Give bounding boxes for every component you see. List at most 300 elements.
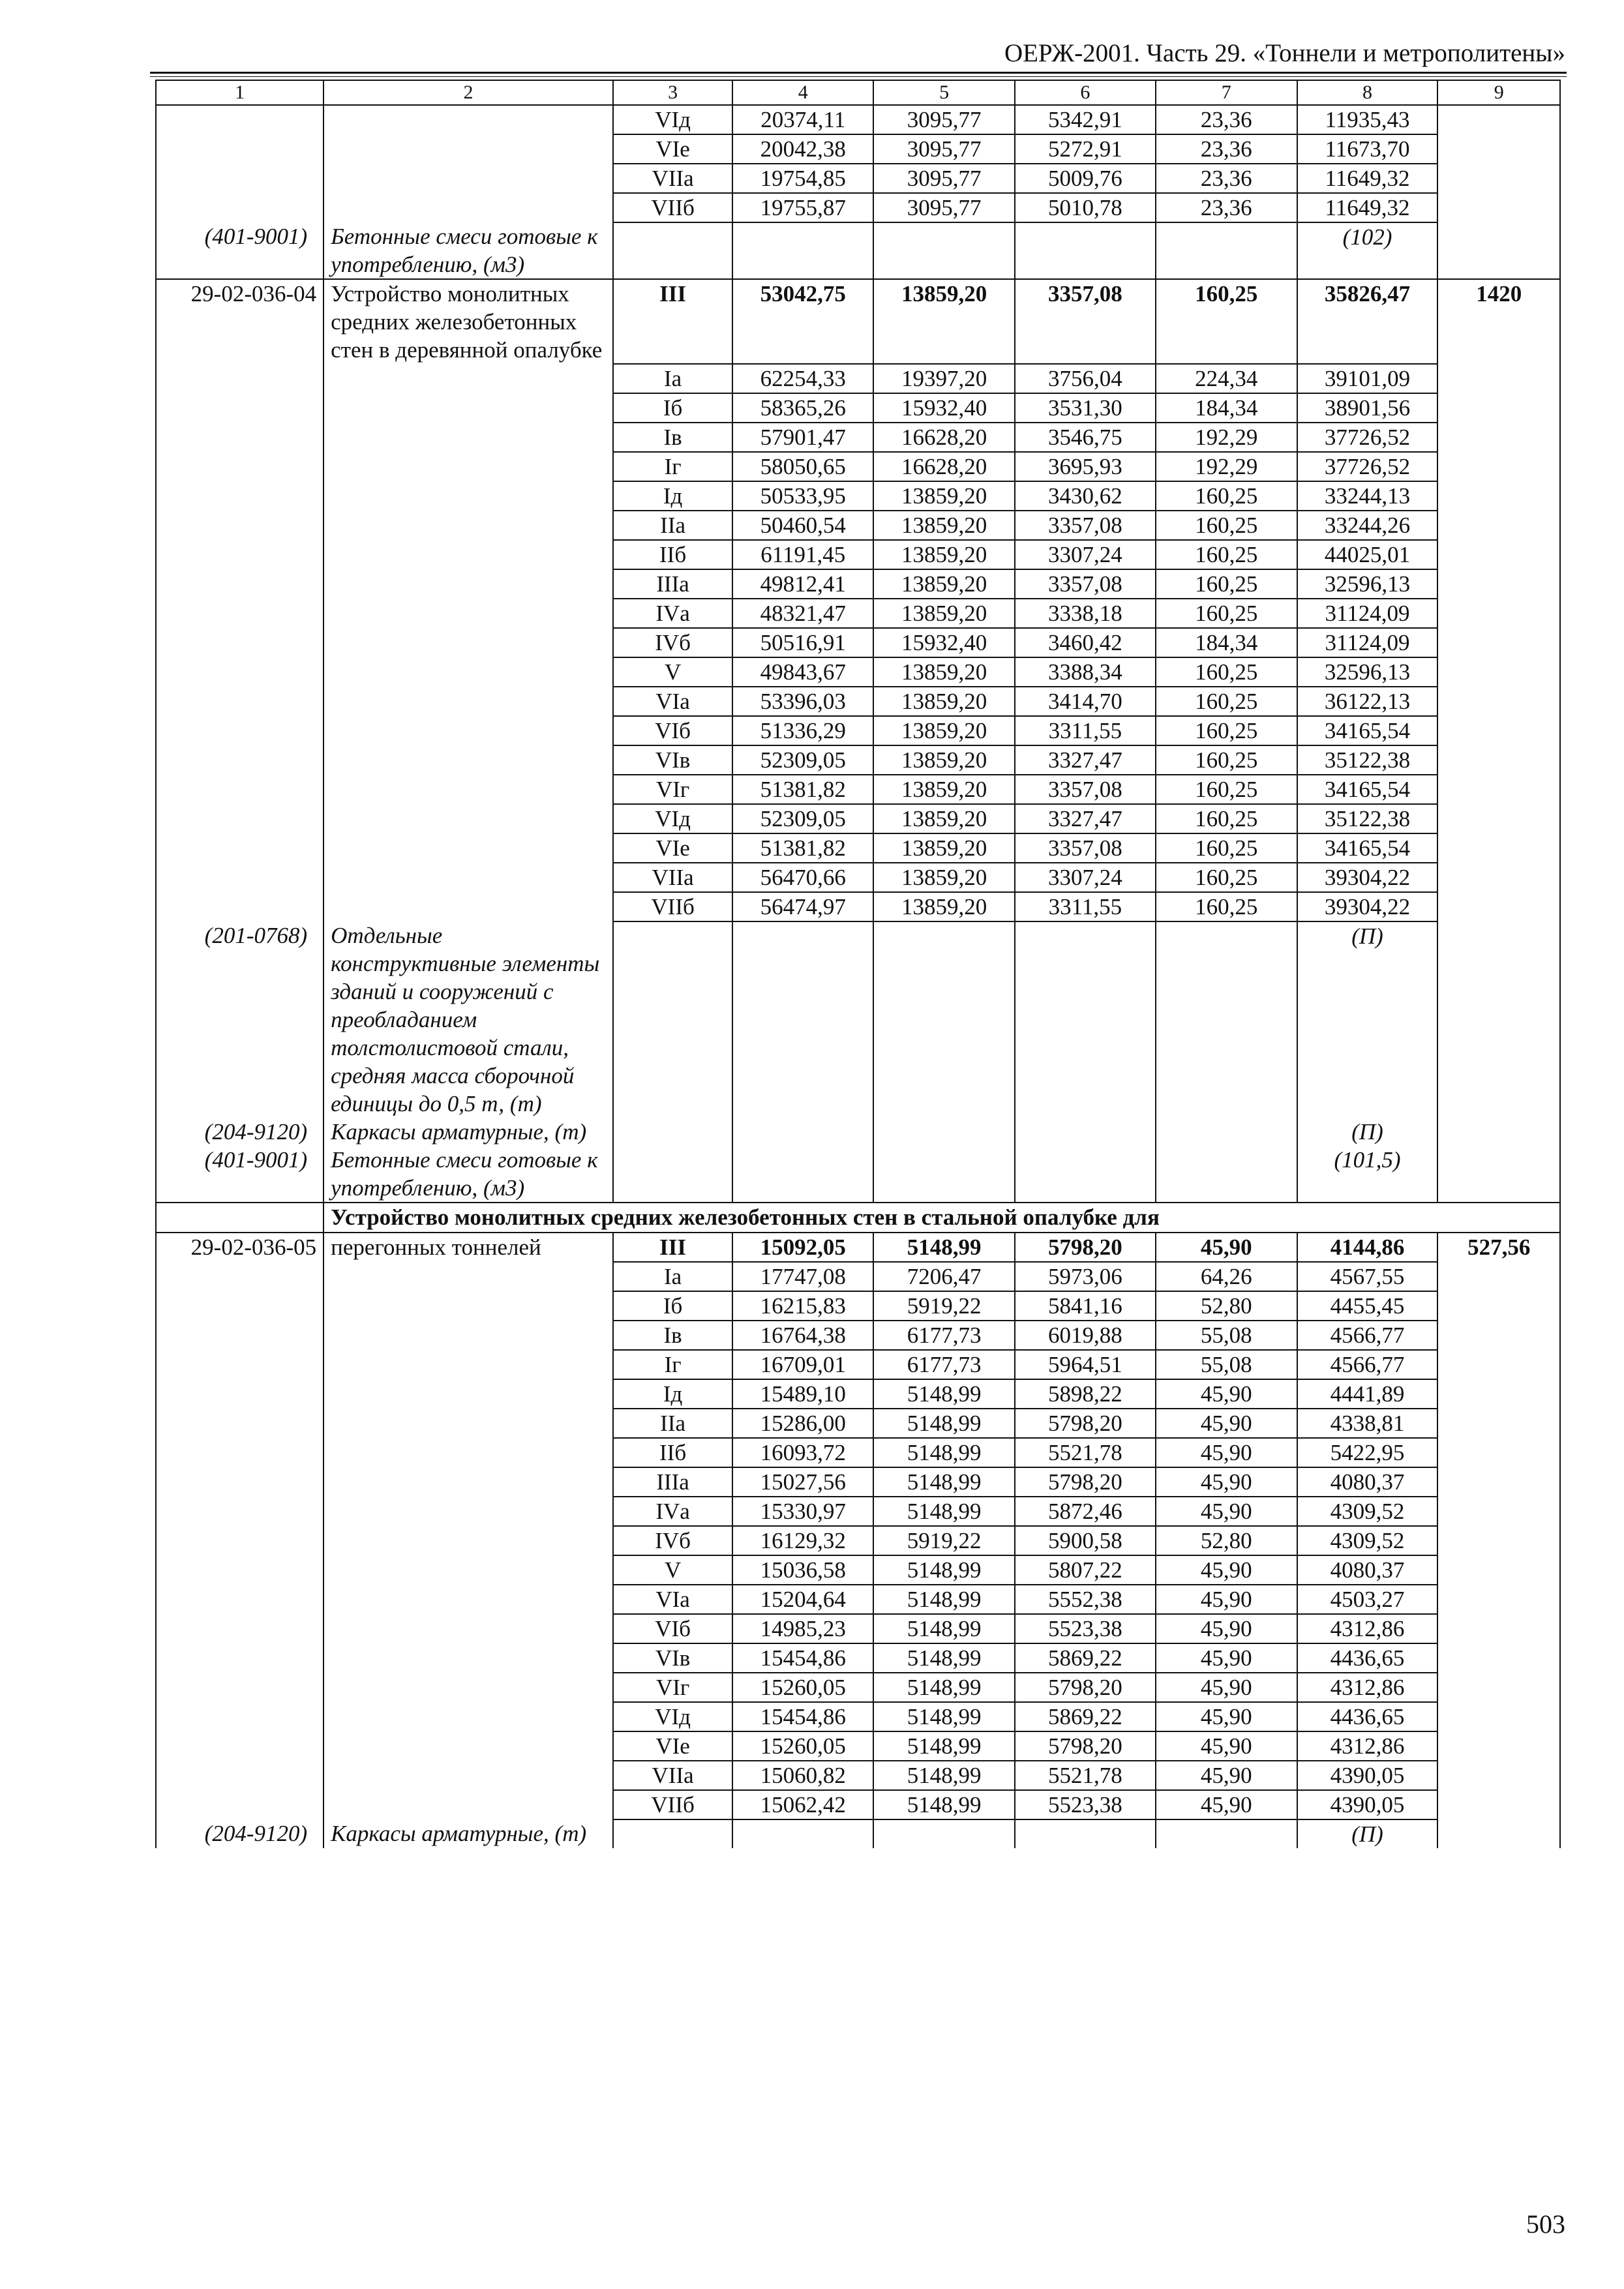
total-cost-cell: 56474,97 — [732, 892, 873, 921]
wages-cell: 3095,77 — [873, 105, 1015, 134]
empty-cell — [1437, 1146, 1560, 1203]
machines-cell: 3414,70 — [1015, 687, 1156, 716]
empty-cell — [1437, 1379, 1560, 1409]
empty-cell — [1437, 833, 1560, 863]
empty-cell — [613, 1118, 733, 1146]
machines-cell: 3430,62 — [1015, 481, 1156, 511]
empty-cell — [323, 540, 613, 569]
materials-cell: 4309,52 — [1297, 1497, 1438, 1526]
machines-cell: 3357,08 — [1015, 775, 1156, 804]
region-cell: IVа — [613, 599, 733, 628]
total-cost-cell: 17747,08 — [732, 1262, 873, 1291]
price-row — [156, 481, 1560, 511]
column-number: 3 — [613, 80, 733, 105]
empty-cell — [323, 511, 613, 540]
empty-cell — [1437, 1350, 1560, 1379]
empty-cell — [156, 804, 323, 833]
price-row — [156, 833, 1560, 863]
resource-quantity: (102) — [1297, 222, 1438, 279]
total-cost-cell: 14985,23 — [732, 1614, 873, 1643]
empty-cell — [323, 775, 613, 804]
empty-cell — [1156, 1146, 1297, 1203]
price-row — [156, 1526, 1560, 1555]
empty-cell — [323, 687, 613, 716]
empty-cell — [613, 1146, 733, 1203]
region-cell: VIд — [613, 105, 733, 134]
materials-cell: 39304,22 — [1297, 863, 1438, 892]
empty-cell — [323, 1409, 613, 1438]
machinist-wages-cell: 45,90 — [1156, 1702, 1297, 1731]
empty-cell — [156, 1673, 323, 1702]
machines-cell: 5521,78 — [1015, 1438, 1156, 1467]
empty-cell — [156, 1526, 323, 1555]
empty-cell — [1437, 393, 1560, 423]
wages-cell: 5148,99 — [873, 1761, 1015, 1790]
empty-cell — [1015, 222, 1156, 279]
wages-cell: 13859,20 — [873, 481, 1015, 511]
empty-cell — [1437, 745, 1560, 775]
machinist-wages-cell: 45,90 — [1156, 1673, 1297, 1702]
empty-cell — [156, 1731, 323, 1761]
labor-cell: 1420 — [1437, 279, 1560, 364]
empty-cell — [156, 833, 323, 863]
machines-cell: 5798,20 — [1015, 1673, 1156, 1702]
wages-cell: 13859,20 — [873, 569, 1015, 599]
price-row — [156, 1585, 1560, 1614]
total-cost-cell: 15036,58 — [732, 1555, 873, 1585]
total-cost-cell: 19755,87 — [732, 193, 873, 222]
region-cell: VIг — [613, 1673, 733, 1702]
empty-cell — [323, 804, 613, 833]
region-cell: VIIб — [613, 892, 733, 921]
empty-cell — [732, 1819, 873, 1848]
materials-cell: 38901,56 — [1297, 393, 1438, 423]
machines-cell: 5798,20 — [1015, 1409, 1156, 1438]
page-number: 503 — [1526, 2209, 1565, 2239]
machinist-wages-cell: 192,29 — [1156, 452, 1297, 481]
empty-cell — [156, 569, 323, 599]
empty-cell — [1437, 164, 1560, 193]
empty-cell — [323, 833, 613, 863]
materials-cell: 4312,86 — [1297, 1673, 1438, 1702]
materials-cell: 4567,55 — [1297, 1262, 1438, 1291]
wages-cell: 3095,77 — [873, 164, 1015, 193]
machinist-wages-cell: 45,90 — [1156, 1761, 1297, 1790]
machinist-wages-cell: 160,25 — [1156, 863, 1297, 892]
empty-cell — [1437, 1790, 1560, 1819]
empty-cell — [1437, 364, 1560, 393]
materials-cell: 4312,86 — [1297, 1614, 1438, 1643]
materials-cell: 4390,05 — [1297, 1790, 1438, 1819]
column-number: 2 — [323, 80, 613, 105]
empty-cell — [156, 193, 323, 222]
column-number: 4 — [732, 80, 873, 105]
wages-cell: 15932,40 — [873, 393, 1015, 423]
empty-cell — [323, 1497, 613, 1526]
machinist-wages-cell: 23,36 — [1156, 164, 1297, 193]
empty-cell — [323, 1790, 613, 1819]
norm-code: 29-02-036-04 — [156, 279, 323, 364]
materials-cell: 4566,77 — [1297, 1321, 1438, 1350]
empty-cell — [156, 1702, 323, 1731]
price-row — [156, 164, 1560, 193]
total-cost-cell: 15204,64 — [732, 1585, 873, 1614]
empty-cell — [1437, 1555, 1560, 1585]
machines-cell: 5841,16 — [1015, 1291, 1156, 1321]
total-cost-cell: 56470,66 — [732, 863, 873, 892]
price-row — [156, 745, 1560, 775]
region-cell: IVа — [613, 1497, 733, 1526]
resource-code: (401-9001) — [156, 1146, 323, 1203]
wages-cell: 5148,99 — [873, 1233, 1015, 1262]
wages-cell: 5919,22 — [873, 1291, 1015, 1321]
wages-cell: 5148,99 — [873, 1438, 1015, 1467]
resource-row — [156, 1819, 1560, 1848]
materials-cell: 33244,26 — [1297, 511, 1438, 540]
empty-cell — [873, 222, 1015, 279]
wages-cell: 13859,20 — [873, 540, 1015, 569]
region-cell: IIб — [613, 540, 733, 569]
empty-cell — [1437, 1731, 1560, 1761]
machines-cell: 3357,08 — [1015, 833, 1156, 863]
empty-cell — [323, 164, 613, 193]
wages-cell: 15932,40 — [873, 628, 1015, 657]
empty-cell — [1437, 1526, 1560, 1555]
empty-cell — [323, 1350, 613, 1379]
empty-cell — [323, 393, 613, 423]
empty-cell — [1437, 1321, 1560, 1350]
price-row — [156, 1321, 1560, 1350]
price-row — [156, 193, 1560, 222]
total-cost-cell: 50516,91 — [732, 628, 873, 657]
wages-cell: 19397,20 — [873, 364, 1015, 393]
region-cell: VIIа — [613, 164, 733, 193]
empty-cell — [732, 921, 873, 1118]
empty-cell — [156, 481, 323, 511]
machinist-wages-cell: 160,25 — [1156, 481, 1297, 511]
empty-cell — [156, 863, 323, 892]
total-cost-cell: 48321,47 — [732, 599, 873, 628]
section-heading-row — [156, 1203, 1560, 1233]
empty-cell — [156, 134, 323, 164]
empty-cell — [1437, 193, 1560, 222]
empty-cell — [156, 716, 323, 745]
resource-quantity: (П) — [1297, 1118, 1438, 1146]
empty-cell — [873, 1118, 1015, 1146]
region-cell: Iа — [613, 364, 733, 393]
empty-cell — [156, 540, 323, 569]
empty-cell — [323, 1614, 613, 1643]
empty-cell — [613, 222, 733, 279]
machinist-wages-cell: 160,25 — [1156, 599, 1297, 628]
empty-cell — [156, 1790, 323, 1819]
machines-cell: 5272,91 — [1015, 134, 1156, 164]
machinist-wages-cell: 224,34 — [1156, 364, 1297, 393]
materials-cell: 5422,95 — [1297, 1438, 1438, 1467]
total-cost-cell: 58050,65 — [732, 452, 873, 481]
total-cost-cell: 15260,05 — [732, 1731, 873, 1761]
machines-cell: 3388,34 — [1015, 657, 1156, 687]
wages-cell: 13859,20 — [873, 687, 1015, 716]
machinist-wages-cell: 160,25 — [1156, 716, 1297, 745]
machinist-wages-cell: 64,26 — [1156, 1262, 1297, 1291]
empty-cell — [323, 628, 613, 657]
empty-cell — [323, 134, 613, 164]
empty-cell — [873, 1819, 1015, 1848]
empty-cell — [323, 745, 613, 775]
region-cell: Iв — [613, 423, 733, 452]
total-cost-cell: 15454,86 — [732, 1702, 873, 1731]
empty-cell — [1437, 1409, 1560, 1438]
empty-cell — [323, 863, 613, 892]
price-row — [156, 1291, 1560, 1321]
machines-cell: 3546,75 — [1015, 423, 1156, 452]
machines-cell: 5964,51 — [1015, 1350, 1156, 1379]
region-cell: Iг — [613, 452, 733, 481]
wages-cell: 13859,20 — [873, 892, 1015, 921]
machinist-wages-cell: 45,90 — [1156, 1438, 1297, 1467]
wages-cell: 13859,20 — [873, 863, 1015, 892]
machinist-wages-cell: 45,90 — [1156, 1497, 1297, 1526]
price-row — [156, 540, 1560, 569]
price-row — [156, 863, 1560, 892]
region-cell: Iб — [613, 393, 733, 423]
column-number: 6 — [1015, 80, 1156, 105]
total-cost-cell: 15092,05 — [732, 1233, 873, 1262]
machinist-wages-cell: 192,29 — [1156, 423, 1297, 452]
empty-cell — [156, 745, 323, 775]
machines-cell: 5523,38 — [1015, 1790, 1156, 1819]
total-cost-cell: 16764,38 — [732, 1321, 873, 1350]
resource-name: Отдельные конструктивные элементы зданий и сооружений с преобладанием толстолистовой стали, средняя масса сборочной единицы до 0,5 т, (т) — [323, 921, 613, 1118]
price-row — [156, 1233, 1560, 1262]
empty-cell — [156, 1761, 323, 1790]
region-cell: VIIб — [613, 193, 733, 222]
machinist-wages-cell: 45,90 — [1156, 1233, 1297, 1262]
empty-cell — [1437, 863, 1560, 892]
wages-cell: 5148,99 — [873, 1467, 1015, 1497]
empty-cell — [1437, 540, 1560, 569]
empty-cell — [323, 105, 613, 134]
materials-cell: 37726,52 — [1297, 452, 1438, 481]
machines-cell: 3338,18 — [1015, 599, 1156, 628]
resource-code: (401-9001) — [156, 222, 323, 279]
region-cell: VIг — [613, 775, 733, 804]
empty-cell — [873, 1146, 1015, 1203]
machines-cell: 5898,22 — [1015, 1379, 1156, 1409]
empty-cell — [156, 1643, 323, 1673]
machinist-wages-cell: 184,34 — [1156, 628, 1297, 657]
empty-cell — [156, 775, 323, 804]
resource-code: (204-9120) — [156, 1118, 323, 1146]
region-cell: Iд — [613, 481, 733, 511]
empty-cell — [1437, 1643, 1560, 1673]
empty-cell — [1437, 687, 1560, 716]
materials-cell: 11935,43 — [1297, 105, 1438, 134]
machinist-wages-cell: 23,36 — [1156, 193, 1297, 222]
empty-cell — [1156, 1819, 1297, 1848]
price-row — [156, 1555, 1560, 1585]
empty-cell — [1437, 1291, 1560, 1321]
resource-name: Бетонные смеси готовые к употреблению, (м3) — [323, 1146, 613, 1203]
empty-cell — [156, 1497, 323, 1526]
machines-cell: 3460,42 — [1015, 628, 1156, 657]
region-cell: VIб — [613, 716, 733, 745]
empty-cell — [613, 1819, 733, 1848]
empty-cell — [1437, 921, 1560, 1118]
machinist-wages-cell: 45,90 — [1156, 1409, 1297, 1438]
price-row — [156, 1497, 1560, 1526]
total-cost-cell: 51381,82 — [732, 775, 873, 804]
empty-cell — [1437, 134, 1560, 164]
section-title: Устройство монолитных средних железобетонных стен в стальной опалубке для — [323, 1203, 1560, 1233]
price-row — [156, 1731, 1560, 1761]
materials-cell: 32596,13 — [1297, 657, 1438, 687]
materials-cell: 4390,05 — [1297, 1761, 1438, 1790]
empty-cell — [323, 1291, 613, 1321]
empty-cell — [156, 628, 323, 657]
machines-cell: 5798,20 — [1015, 1233, 1156, 1262]
empty-cell — [1437, 222, 1560, 279]
price-row — [156, 1262, 1560, 1291]
total-cost-cell: 15489,10 — [732, 1379, 873, 1409]
machinist-wages-cell: 55,08 — [1156, 1321, 1297, 1350]
resource-code: (204-9120) — [156, 1819, 323, 1848]
materials-cell: 11649,32 — [1297, 164, 1438, 193]
total-cost-cell: 16129,32 — [732, 1526, 873, 1555]
empty-cell — [1437, 511, 1560, 540]
total-cost-cell: 16215,83 — [732, 1291, 873, 1321]
price-row — [156, 423, 1560, 452]
empty-cell — [323, 1731, 613, 1761]
region-cell: VIе — [613, 1731, 733, 1761]
machines-cell: 5900,58 — [1015, 1526, 1156, 1555]
price-row — [156, 1438, 1560, 1467]
empty-cell — [1437, 423, 1560, 452]
empty-cell — [1437, 1262, 1560, 1291]
price-row — [156, 1643, 1560, 1673]
empty-cell — [156, 1438, 323, 1467]
total-cost-cell: 53396,03 — [732, 687, 873, 716]
wages-cell: 5148,99 — [873, 1614, 1015, 1643]
wages-cell: 6177,73 — [873, 1350, 1015, 1379]
region-cell: IIа — [613, 1409, 733, 1438]
price-row — [156, 569, 1560, 599]
machinist-wages-cell: 160,25 — [1156, 569, 1297, 599]
machines-cell: 5798,20 — [1015, 1467, 1156, 1497]
empty-cell — [323, 423, 613, 452]
empty-cell — [1437, 628, 1560, 657]
header-rule — [150, 72, 1567, 74]
column-number: 7 — [1156, 80, 1297, 105]
materials-cell: 11673,70 — [1297, 134, 1438, 164]
machinist-wages-cell: 160,25 — [1156, 540, 1297, 569]
resource-name: Бетонные смеси готовые к употреблению, (м3) — [323, 222, 613, 279]
empty-cell — [1437, 892, 1560, 921]
machines-cell: 3756,04 — [1015, 364, 1156, 393]
region-cell: IIIа — [613, 1467, 733, 1497]
price-row — [156, 1702, 1560, 1731]
machines-cell: 5973,06 — [1015, 1262, 1156, 1291]
empty-cell — [156, 364, 323, 393]
empty-cell — [323, 1702, 613, 1731]
region-cell: V — [613, 657, 733, 687]
empty-cell — [323, 1761, 613, 1790]
materials-cell: 35122,38 — [1297, 804, 1438, 833]
empty-cell — [323, 193, 613, 222]
empty-cell — [1437, 1761, 1560, 1790]
empty-cell — [156, 511, 323, 540]
price-row — [156, 628, 1560, 657]
total-cost-cell: 19754,85 — [732, 164, 873, 193]
wages-cell: 6177,73 — [873, 1321, 1015, 1350]
materials-cell: 36122,13 — [1297, 687, 1438, 716]
price-row — [156, 364, 1560, 393]
region-cell: Iд — [613, 1379, 733, 1409]
price-row — [156, 687, 1560, 716]
price-row — [156, 804, 1560, 833]
empty-cell — [1437, 1614, 1560, 1643]
column-number: 8 — [1297, 80, 1438, 105]
materials-cell: 34165,54 — [1297, 833, 1438, 863]
resource-quantity: (П) — [1297, 921, 1438, 1118]
machinist-wages-cell: 52,80 — [1156, 1291, 1297, 1321]
empty-cell — [732, 222, 873, 279]
price-row — [156, 599, 1560, 628]
total-cost-cell: 15260,05 — [732, 1673, 873, 1702]
machinist-wages-cell: 55,08 — [1156, 1350, 1297, 1379]
region-cell: VIд — [613, 804, 733, 833]
materials-cell: 33244,13 — [1297, 481, 1438, 511]
price-row — [156, 1409, 1560, 1438]
region-cell: VIв — [613, 745, 733, 775]
wages-cell: 5148,99 — [873, 1643, 1015, 1673]
price-row — [156, 1790, 1560, 1819]
machinist-wages-cell: 23,36 — [1156, 134, 1297, 164]
empty-cell — [156, 452, 323, 481]
machines-cell: 5807,22 — [1015, 1555, 1156, 1585]
machines-cell: 5010,78 — [1015, 193, 1156, 222]
resource-row — [156, 1146, 1560, 1203]
machinist-wages-cell: 184,34 — [1156, 393, 1297, 423]
wages-cell: 5148,99 — [873, 1790, 1015, 1819]
empty-cell — [323, 452, 613, 481]
wages-cell: 13859,20 — [873, 745, 1015, 775]
empty-cell — [156, 1262, 323, 1291]
machines-cell: 5523,38 — [1015, 1614, 1156, 1643]
norm-title: перегонных тоннелей — [323, 1233, 613, 1262]
total-cost-cell: 15330,97 — [732, 1497, 873, 1526]
empty-cell — [156, 1350, 323, 1379]
wages-cell: 13859,20 — [873, 804, 1015, 833]
materials-cell: 37726,52 — [1297, 423, 1438, 452]
price-row — [156, 1379, 1560, 1409]
norms-table — [155, 80, 1561, 1848]
total-cost-cell: 62254,33 — [732, 364, 873, 393]
price-row — [156, 1761, 1560, 1790]
wages-cell: 5148,99 — [873, 1702, 1015, 1731]
region-cell: VIб — [613, 1614, 733, 1643]
total-cost-cell: 49843,67 — [732, 657, 873, 687]
empty-cell — [323, 657, 613, 687]
total-cost-cell: 15062,42 — [732, 1790, 873, 1819]
resource-quantity: (П) — [1297, 1819, 1438, 1848]
machines-cell: 5798,20 — [1015, 1731, 1156, 1761]
wages-cell: 13859,20 — [873, 599, 1015, 628]
machines-cell: 3357,08 — [1015, 279, 1156, 364]
machines-cell: 3327,47 — [1015, 745, 1156, 775]
machines-cell: 3311,55 — [1015, 716, 1156, 745]
